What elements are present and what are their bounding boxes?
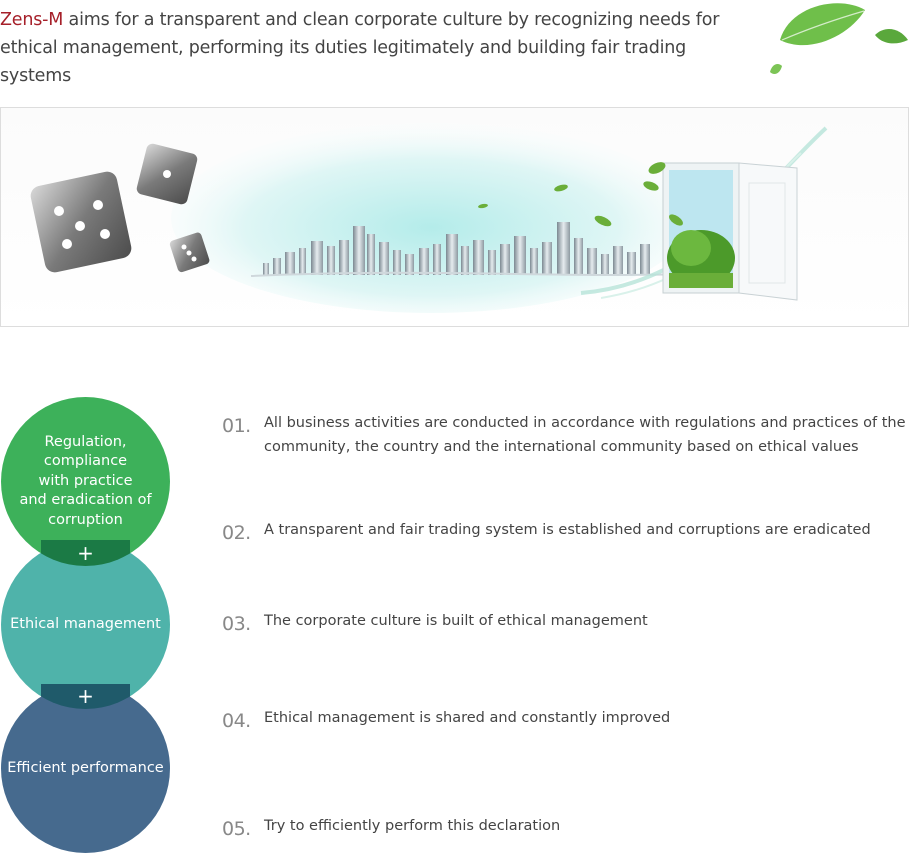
item-text: Ethical management is shared and constantly improved bbox=[264, 710, 671, 726]
circle-label: Efficient performance bbox=[7, 759, 164, 776]
item-text: Try to efficiently perform this declaration bbox=[264, 818, 561, 834]
intro-text: aims for a transparent and clean corporate culture by recognizing needs for ethical management, performing its duties legitimately and building fair trading systems bbox=[0, 10, 720, 86]
leaf-icon bbox=[760, 0, 909, 90]
circle-label: Regulation, compliance with practice and eradication of corruption bbox=[19, 433, 152, 528]
item-number: 04. bbox=[222, 710, 251, 732]
item-text: All business activities are conducted in accordance with regulations and practices of the community, the country and the international community based on ethical values bbox=[264, 415, 906, 455]
open-door-icon bbox=[663, 163, 797, 300]
item-text: A transparent and fair trading system is established and corruptions are eradicated bbox=[264, 522, 871, 538]
item-number: 05. bbox=[222, 818, 251, 840]
plus-icon: + bbox=[77, 541, 94, 565]
item-number: 03. bbox=[222, 613, 251, 635]
item-number: 01. bbox=[222, 415, 251, 437]
circle-label: Ethical management bbox=[10, 615, 161, 632]
brand-name: Zens-M bbox=[0, 10, 64, 30]
hero-banner bbox=[0, 107, 909, 327]
item-number: 02. bbox=[222, 522, 251, 544]
plus-icon: + bbox=[77, 684, 94, 708]
intro-paragraph bbox=[0, 6, 760, 90]
item-text: The corporate culture is built of ethical management bbox=[264, 613, 648, 629]
